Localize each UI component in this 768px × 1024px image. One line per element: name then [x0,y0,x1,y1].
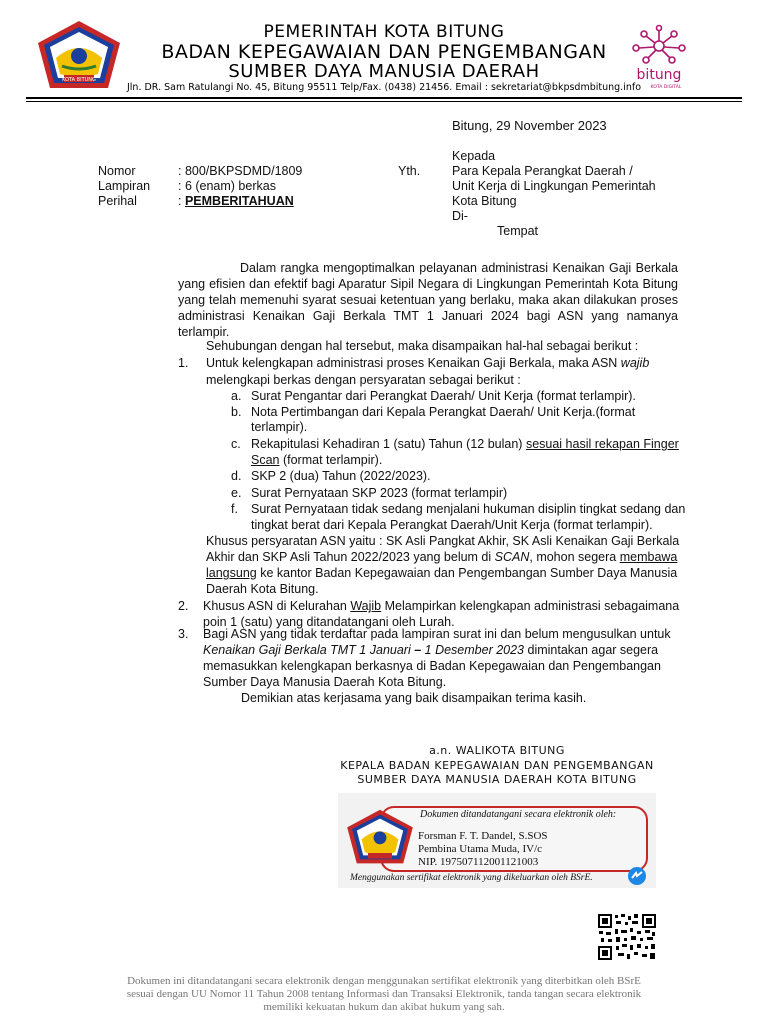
sub-b-text: Nota Pertimbangan dari Kepala Perangkat Daerah/ Unit Kerja.(format [251,405,636,419]
nomor-value: : 800/BKPSDMD/1809 [178,164,303,178]
sub-c-underline-2: Scan [251,453,280,467]
item-1-text: Untuk kelengkapan administrasi proses Kenaikan Gaji Berkala, maka ASN [206,356,621,370]
item-1-number: 1. [178,356,189,370]
khusus-scan: SCAN [494,550,530,564]
letterhead-line-2: BADAN KEPEGAWAIAN DAN PENGEMBANGAN [161,41,607,63]
sub-d-letter: d. [231,469,242,483]
khusus-line-4: Daerah Kota Bitung. [206,582,319,596]
closing-line: Demikian atas kerjasama yang baik disampaikan terima kasih. [241,691,587,705]
bitung-logo-text: bitung [636,67,682,83]
sub-b-text-2: terlampir). [251,420,308,434]
sub-a-text: Surat Pengantar dari Perangkat Daerah/ Unit Kerja (format terlampir). [251,389,636,403]
signature-title-2: SUMBER DAYA MANUSIA DAERAH KOTA BITUNG [357,773,637,786]
perihal-colon: : [178,194,185,208]
sub-e-text: Surat Pernyataan SKP 2023 (format terlampir) [251,486,508,500]
signer-nip: NIP. 197507112001121003 [418,856,539,868]
letterhead-address: Jln. DR. Sam Ratulangi No. 45, Bitung 95511 Telp/Fax. (0438) 21456. Email : sekretariat@bkpsdmbitung.info [126,82,642,93]
perihal-label: Perihal [98,194,137,208]
intro-paragraph: Dalam rangka mengoptimalkan pelayanan administrasi Kenaikan Gaji Berkala yang efisien dan efektif bagi Aparatur Sipil Negara di Lingkungan Pemerintah Kota Bitung yang telah memenuhi syarat sesuai ketentuan yang berlaku, maka akan dilakukan proses administrasi Kenaikan Gaji Berkala TMT 1 Januari 2024 bagi ASN yang namanya terlampir. [178,261,678,339]
sub-c-text-2: (format terlampir). [279,453,383,467]
letter-date: Bitung, 29 November 2023 [452,118,607,133]
sehubungan-line: Sehubungan dengan hal tersebut, maka disampaikan hal-hal sebagai berikut : [206,339,639,353]
signer-rank: Pembina Utama Muda, IV/c [418,843,543,855]
item-2-text-a: Khusus ASN di Kelurahan [203,599,351,613]
khusus-text-2b: , mohon segera [529,550,620,564]
bitung-logo-sub: KOTA DIGITAL [650,85,682,90]
khusus-text-3: ke kantor Badan Kepegawaian dan Pengembangan Sumber Daya Manusia [256,566,678,580]
sub-c-letter: c. [231,437,241,451]
esign-city-logo [344,806,416,868]
sub-c-text: Rekapitulasi Kehadiran 1 (satu) Tahun (12 bulan) [251,437,526,451]
item-3-dash: – [414,643,422,657]
recipient-line-3: Kota Bitung [452,194,517,208]
khusus-line-3 [206,565,677,581]
khusus-line-1: Khusus persyaratan ASN yaitu : SK Asli Pangkat Akhir, SK Asli Kenaikan Gaji Berkala [206,534,680,548]
nomor-label: Nomor [98,164,136,178]
recipient-line-2: Unit Kerja di Lingkungan Pemerintah [452,179,656,193]
item-3-italic-1: Kenaikan Gaji Berkala TMT 1 Januari [203,643,415,657]
cert-note: Menggunakan sertifikat elektronik yang dikeluarkan oleh BSrE. [350,873,593,883]
sub-a-letter: a. [231,389,242,403]
recipient-di: Di- [452,209,468,223]
lampiran-value: : 6 (enam) berkas [178,179,276,193]
footer-line-1: Dokumen ini ditandatangani secara elektronik dengan menggunakan sertifikat elektronik yang diterbitkan oleh BSrE [127,975,641,987]
sub-c-underline-1: sesuai hasil rekapan Finger [525,437,679,451]
item-2-text-b: Melampirkan kelengkapan administrasi sebagaimana [381,599,680,613]
item-3-line-3: memasukkan kelengkapan berkasnya di Badan Kepegawaian dan Pengembangan [203,659,661,673]
footer-line-3: memiliki kekuatan hukum dan akibat hukum yang sah. [263,1001,505,1013]
city-logo-label: KOTA BITUNG [62,77,96,83]
recipient-tempat: Tempat [497,224,538,238]
sub-e-letter: e. [231,486,242,500]
khusus-membawa: membawa [619,550,678,564]
recipient-yth: Yth. [398,164,421,178]
lampiran-label: Lampiran [98,179,151,193]
item-1-wajib: wajib [620,356,650,370]
item-1-line-1 [206,355,649,371]
letterhead-rule-thick [26,97,742,99]
sub-d-text: SKP 2 (dua) Tahun (2022/2023). [251,469,431,483]
khusus-text-2a: Akhir dan SKP Asli Tahun 2022/2023 yang belum di [206,550,495,564]
item-3-italic-2: 1 Desember 2023 [421,643,525,657]
sub-b-letter: b. [231,405,242,419]
perihal-value: PEMBERITAHUAN [184,194,294,208]
sub-f-text-2: tingkat berat dari Kepala Perangkat Daerah/Unit Kerja (format terlampir). [251,518,653,532]
signature-title-1: KEPALA BADAN KEPEGAWAIAN DAN PENGEMBANGAN [340,759,654,772]
perihal-value-wrap [178,193,294,209]
sub-f-letter: f. [231,502,238,516]
item-3-line-4: Sumber Daya Manusia Daerah Kota Bitung. [203,675,447,689]
signature-an: a.n. WALIKOTA BITUNG [429,744,565,757]
item-2-number: 2. [178,599,189,613]
khusus-langsung: langsung [206,566,257,580]
letterhead-line-1: PEMERINTAH KOTA BITUNG [263,22,505,42]
item-2-line-1 [203,598,679,614]
khusus-line-2 [206,549,677,565]
esign-header: Dokumen ditandatangani secara elektronik oleh: [420,809,617,820]
recipient-kepada: Kepada [452,149,496,163]
sub-f-text: Surat Pernyataan tidak sedang menjalani hukuman disiplin tingkat sedang dan [251,502,686,516]
item-3-line-1: Bagi ASN yang tidak terdaftar pada lampiran surat ini dan belum mengusulkan untuk [203,627,671,641]
item-3-text-2: dimintakan agar segera [524,643,659,657]
bsre-icon [627,866,647,886]
item-3-line-2 [203,642,658,658]
item-2-line-2: poin 1 (satu) yang ditandatangani oleh Lurah. [203,615,455,629]
item-3-number: 3. [178,627,189,641]
signer-name: Forsman F. T. Dandel, S.SOS [418,830,548,842]
letterhead-rule-thin [26,101,742,102]
sub-c-line-2 [251,452,382,468]
sub-c-line-1 [251,436,679,452]
footer-line-2: sesuai dengan UU Nomor 11 Tahun 2008 tentang Informasi dan Transaksi Elektronik, tanda tangan secara elektronik [126,988,642,1000]
item-2-wajib: Wajib [350,599,382,613]
letterhead-line-3: SUMBER DAYA MANUSIA DAERAH [228,61,540,82]
qr-code [597,913,657,961]
recipient-line-1: Para Kepala Perangkat Daerah / [452,164,633,178]
item-1-line-2: melengkapi berkas dengan persyaratan sebagai berikut : [206,373,521,387]
